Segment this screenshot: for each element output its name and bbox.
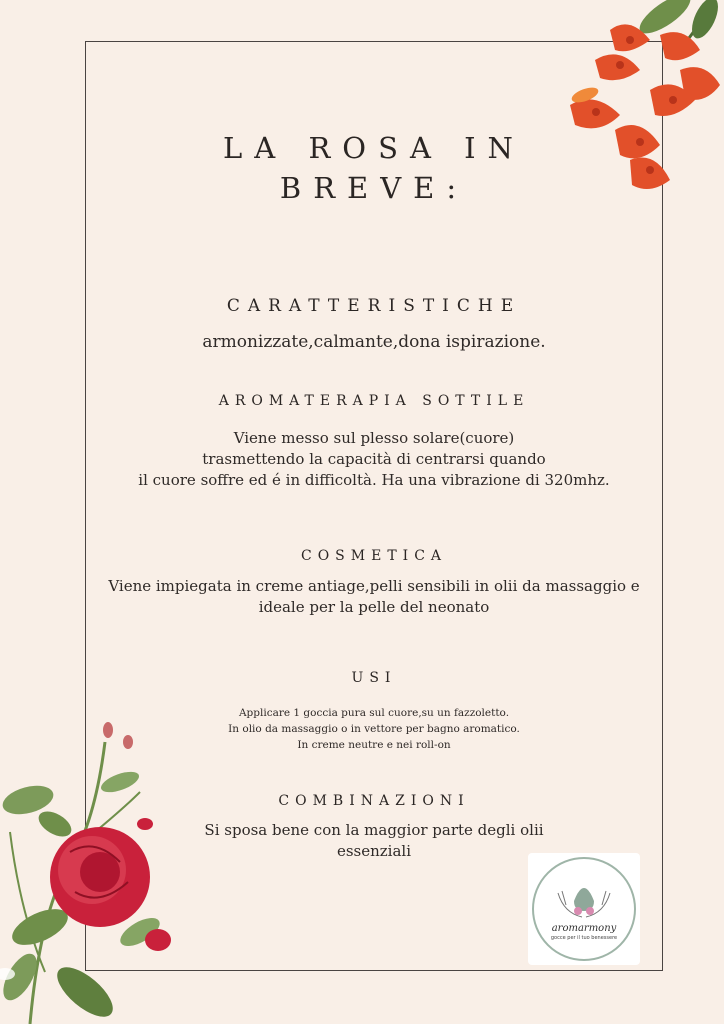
hands-drop-logo-icon <box>528 853 640 965</box>
text-line: essenziali <box>336 842 412 860</box>
text-line: Viene impiegata in creme antiage,pelli sensibili in olii da massaggio e <box>108 577 640 595</box>
text-line: Si sposa bene con la maggior parte degli olii <box>204 821 544 839</box>
logo-brand-name: aromarmony <box>551 923 617 934</box>
text-line: Applicare 1 goccia pura sul cuore,su un fazzoletto. <box>238 707 510 719</box>
text-line: Viene messo sul plesso solare(cuore) <box>233 429 515 447</box>
text-line: trasmettendo la capacità di centrarsi quando <box>202 450 546 468</box>
brand-logo <box>528 853 640 965</box>
section-text-caratteristiche <box>85 332 663 353</box>
text-line: In olio da massaggio o in vettore per bagno aromatico. <box>228 723 520 735</box>
page-title-line-1: LA ROSA IN <box>223 131 525 165</box>
text-line: In creme neutre e nei roll-on <box>297 739 451 751</box>
section-heading-cosmetica: COSMETICA <box>300 548 448 564</box>
section-heading-caratteristiche: CARATTERISTICHE <box>226 296 522 316</box>
text-line: il cuore soffre ed é in difficoltà. Ha una vibrazione di 320mhz. <box>138 471 610 489</box>
section-heading-combinazioni: COMBINAZIONI <box>278 793 470 809</box>
text-line: ideale per la pelle del neonato <box>258 598 490 616</box>
section-text-usi <box>85 705 663 753</box>
section-text-cosmetica <box>85 576 663 618</box>
page-title-line-2: BREVE: <box>279 171 469 205</box>
rose-illustration <box>0 712 180 1024</box>
logo-tagline: gocce per il tuo benessere <box>550 935 618 941</box>
section-heading-aromaterapia-sottile: AROMATERAPIA SOTTILE <box>218 393 530 409</box>
section-text-aromaterapia-sottile <box>85 428 663 491</box>
page-title <box>85 128 663 208</box>
section-heading-usi: USI <box>351 670 397 686</box>
text-line: armonizzate,calmante,dona ispirazione. <box>202 332 546 352</box>
